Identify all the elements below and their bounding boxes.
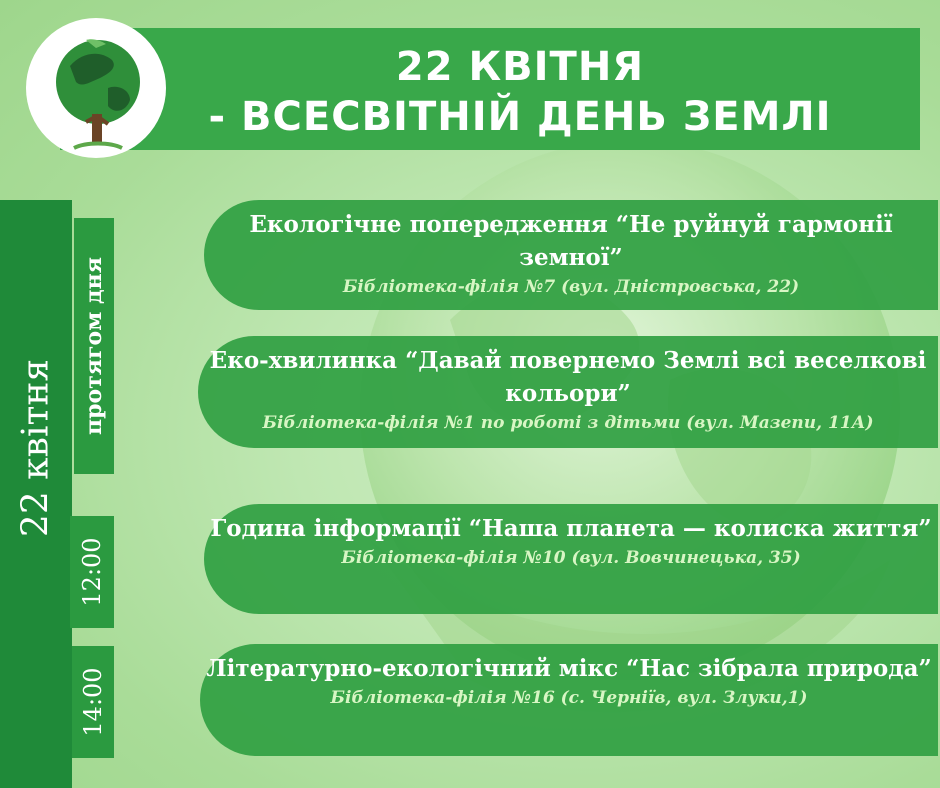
earth-tree-icon bbox=[26, 18, 166, 158]
event-place: Бібліотека-філія №1 по роботі з дітьми (вул. Мазепи, 11А) bbox=[262, 413, 874, 433]
event-place: Бібліотека-філія №7 (вул. Дністровська, 22) bbox=[342, 277, 800, 297]
event-title: Літературно-екологічний мікс “Нас зібрала природа” bbox=[206, 655, 932, 682]
time-label: 12:00 bbox=[78, 537, 106, 607]
time-box-1400 bbox=[72, 646, 114, 758]
page-title-line1: 22 КВІТНЯ bbox=[395, 44, 645, 90]
event-card bbox=[204, 200, 938, 310]
date-strip bbox=[0, 200, 72, 788]
event-title: Екологічне попередження “Не руйнуй гармонії земної” bbox=[249, 211, 893, 271]
time-box-1200 bbox=[70, 516, 114, 628]
date-label: 22 квітня bbox=[15, 358, 57, 538]
page-title-line2: - ВСЕСВІТНІЙ ДЕНЬ ЗЕМЛІ bbox=[208, 94, 832, 140]
event-title: Еко-хвилинка “Давай повернемо Землі всі веселкові кольори” bbox=[209, 347, 927, 407]
time-box-all-day bbox=[74, 218, 114, 474]
title-banner bbox=[60, 28, 920, 150]
event-card bbox=[198, 336, 938, 448]
event-place: Бібліотека-філія №16 (с. Чернiїв, вул. Злуки,1) bbox=[330, 688, 808, 708]
event-title: Година інформації “Наша планета — колиска життя” bbox=[210, 515, 932, 542]
logo bbox=[26, 18, 166, 158]
time-label: протягом дня bbox=[81, 257, 107, 435]
event-card bbox=[200, 644, 938, 756]
time-label: 14:00 bbox=[79, 667, 107, 737]
event-place: Бібліотека-філія №10 (вул. Вовчинецька, 35) bbox=[341, 548, 801, 568]
event-card bbox=[204, 504, 938, 614]
